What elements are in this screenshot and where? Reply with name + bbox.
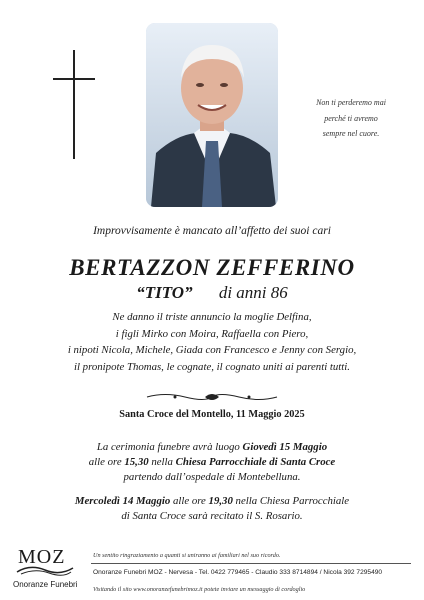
logo-wave-icon: [15, 564, 75, 576]
announcement-line: Ne danno il triste annuncio la moglie Delfina,: [112, 311, 312, 323]
ornament-divider: [145, 391, 279, 403]
portrait-image: [146, 23, 278, 207]
ceremony-info: [0, 440, 424, 485]
ceremony-line-2: alle ore 15,30 nella Chiesa Parrocchiale di Santa Croce: [88, 456, 336, 468]
deceased-name: BERTAZZON ZEFFERINO: [69, 255, 355, 280]
announcement-line: i nipoti Nicola, Michele, Giada con Francesco e Jenny con Sergio,: [67, 344, 357, 357]
logo-subtitle: Onoranze Funebri: [13, 580, 78, 589]
portrait-photo: [146, 23, 278, 207]
quote-line: sempre nel cuore.: [322, 129, 380, 138]
rosary-line-2: di Santa Croce sarà recitato il S. Rosario.: [121, 510, 303, 522]
memorial-quote: [296, 95, 406, 142]
nickname-age-row: [0, 283, 424, 303]
quote-line: perché ti avremo: [324, 113, 378, 123]
footer-thanks: Un sentito ringraziamento a quanti si uniranno ai familiari nel suo ricordo.: [93, 552, 281, 559]
cross-icon-vertical: [73, 50, 75, 159]
footer-contacts: Onoranze Funebri MOZ - Nervesa - Tel. 0422 779465 - Claudio 333 8714894 / Nicola 392 7295490: [93, 569, 383, 576]
intro-text: Improvvisamente è mancato all’affetto dei suoi cari: [93, 225, 331, 237]
footer-website-note: Visitando il sito www.onoranzefunebrimoz.it potete inviare un messaggio di cordoglio: [93, 586, 306, 593]
place-date: Santa Croce del Montello, 11 Maggio 2025: [119, 409, 305, 420]
footer-divider: [91, 563, 411, 564]
deceased-nickname: “TITO”: [136, 283, 193, 302]
deceased-age: di anni 86: [218, 283, 288, 302]
ceremony-line-3: partendo dall’ospedale di Montebelluna.: [123, 471, 301, 483]
rosary-info: [0, 494, 424, 524]
moz-logo: MOZ: [18, 546, 66, 568]
rosary-line-1: Mercoledì 14 Maggio alle ore 19,30 nella Chiesa Parrocchiale: [74, 495, 350, 507]
cross-icon-horizontal: [53, 78, 95, 80]
quote-line: Non ti perderemo mai: [316, 98, 386, 107]
family-announcement: [0, 309, 424, 375]
announcement-line: il pronipote Thomas, le cognate, il cognato uniti ai parenti tutti.: [73, 360, 350, 373]
announcement-line: i figli Mirko con Moira, Raffaella con Piero,: [115, 327, 309, 340]
ceremony-line-1: La cerimonia funebre avrà luogo Giovedì 15 Maggio: [96, 441, 328, 453]
